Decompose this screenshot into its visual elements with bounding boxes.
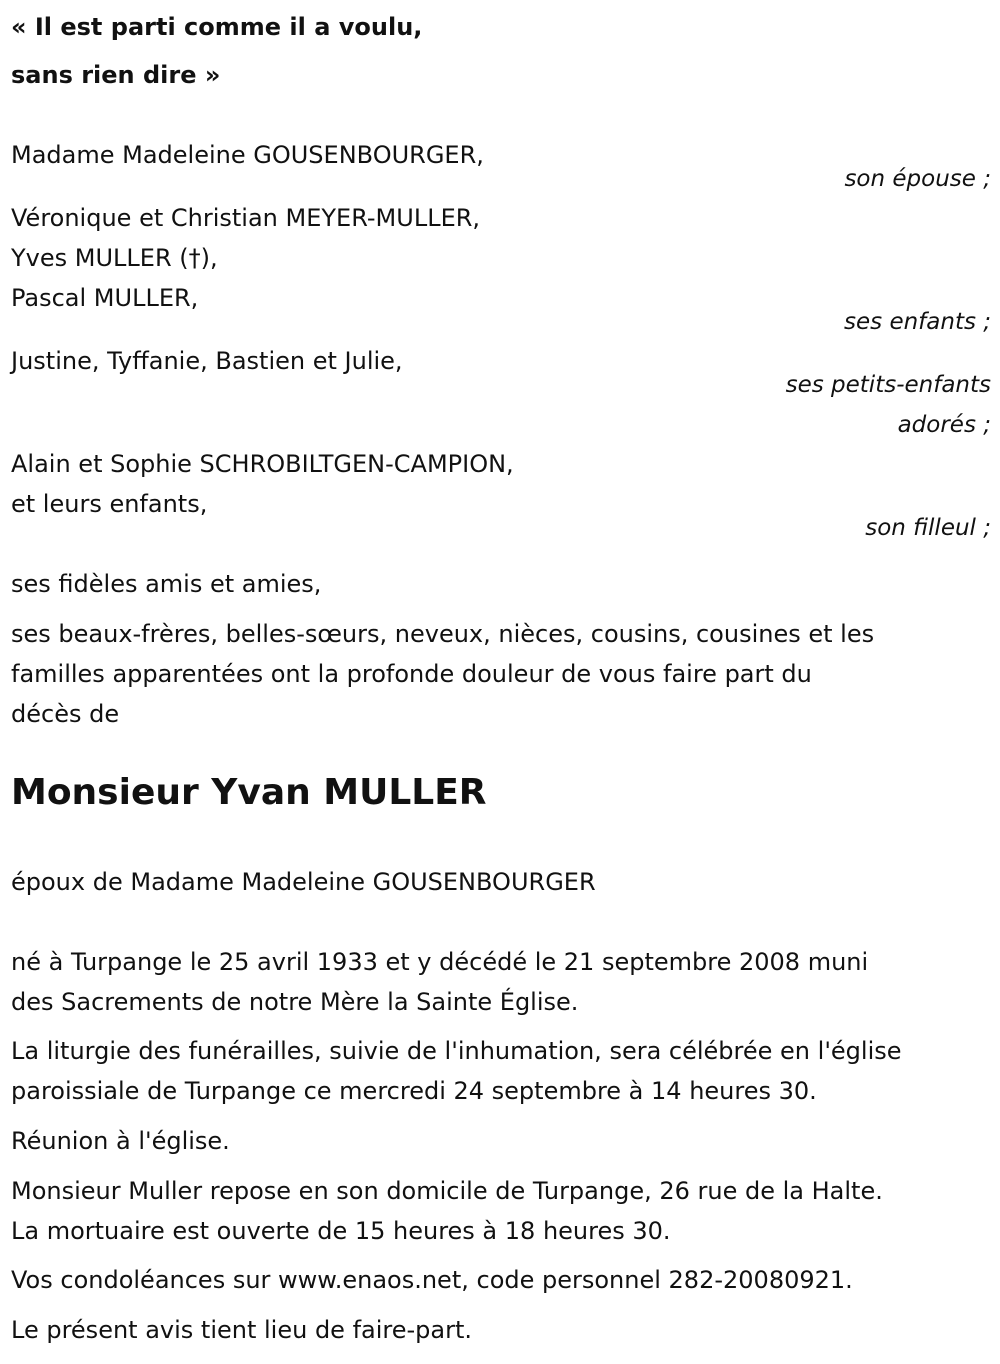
child-2: Yves MULLER (†), xyxy=(11,244,218,272)
rest-line-1: Monsieur Muller repose en son domicile de Turpange, 26 rue de la Halte. xyxy=(11,1177,883,1205)
grandchildren: Justine, Tyffanie, Bastien et Julie, xyxy=(11,347,403,375)
spouse-name: Madame Madeleine GOUSENBOURGER, xyxy=(11,141,484,169)
relatives-line-3: décès de xyxy=(11,700,120,728)
spouse-role: son épouse ; xyxy=(844,166,991,192)
notice-line: Le présent avis tient lieu de faire-part. xyxy=(11,1316,473,1344)
godson-line-2: et leurs enfants, xyxy=(11,490,208,518)
quote-line-1: « Il est parti comme il a voulu, xyxy=(11,13,423,41)
children-role: ses enfants ; xyxy=(844,309,991,335)
grandchildren-role-1: ses petits-enfants xyxy=(785,372,991,398)
birth-death-line-1: né à Turpange le 25 avril 1933 et y décédé le 21 septembre 2008 muni xyxy=(11,948,869,976)
obituary-notice xyxy=(11,0,991,1364)
meeting-line: Réunion à l'église. xyxy=(11,1127,230,1155)
child-3: Pascal MULLER, xyxy=(11,284,199,312)
birth-death-line-2: des Sacrements de notre Mère la Sainte Église. xyxy=(11,988,579,1016)
relatives-line-1: ses beaux-frères, belles-sœurs, neveux, nièces, cousins, cousines et les xyxy=(11,620,875,648)
spouse-of-line: époux de Madame Madeleine GOUSENBOURGER xyxy=(11,868,596,896)
deceased-name: Monsieur Yvan MULLER xyxy=(11,772,487,813)
relatives-line-2: familles apparentées ont la profonde douleur de vous faire part du xyxy=(11,660,812,688)
liturgy-line-1: La liturgie des funérailles, suivie de l'inhumation, sera célébrée en l'église xyxy=(11,1037,902,1065)
quote-line-2: sans rien dire » xyxy=(11,61,221,89)
godson-line-1: Alain et Sophie SCHROBILTGEN-CAMPION, xyxy=(11,450,514,478)
grandchildren-role-2: adorés ; xyxy=(897,412,991,438)
liturgy-line-2: paroissiale de Turpange ce mercredi 24 septembre à 14 heures 30. xyxy=(11,1077,817,1105)
godson-role: son filleul ; xyxy=(865,515,991,541)
child-1: Véronique et Christian MEYER-MULLER, xyxy=(11,204,481,232)
rest-line-2: La mortuaire est ouverte de 15 heures à 18 heures 30. xyxy=(11,1217,671,1245)
friends-line: ses fidèles amis et amies, xyxy=(11,570,322,598)
condolences-line: Vos condoléances sur www.enaos.net, code personnel 282-20080921. xyxy=(11,1266,853,1294)
